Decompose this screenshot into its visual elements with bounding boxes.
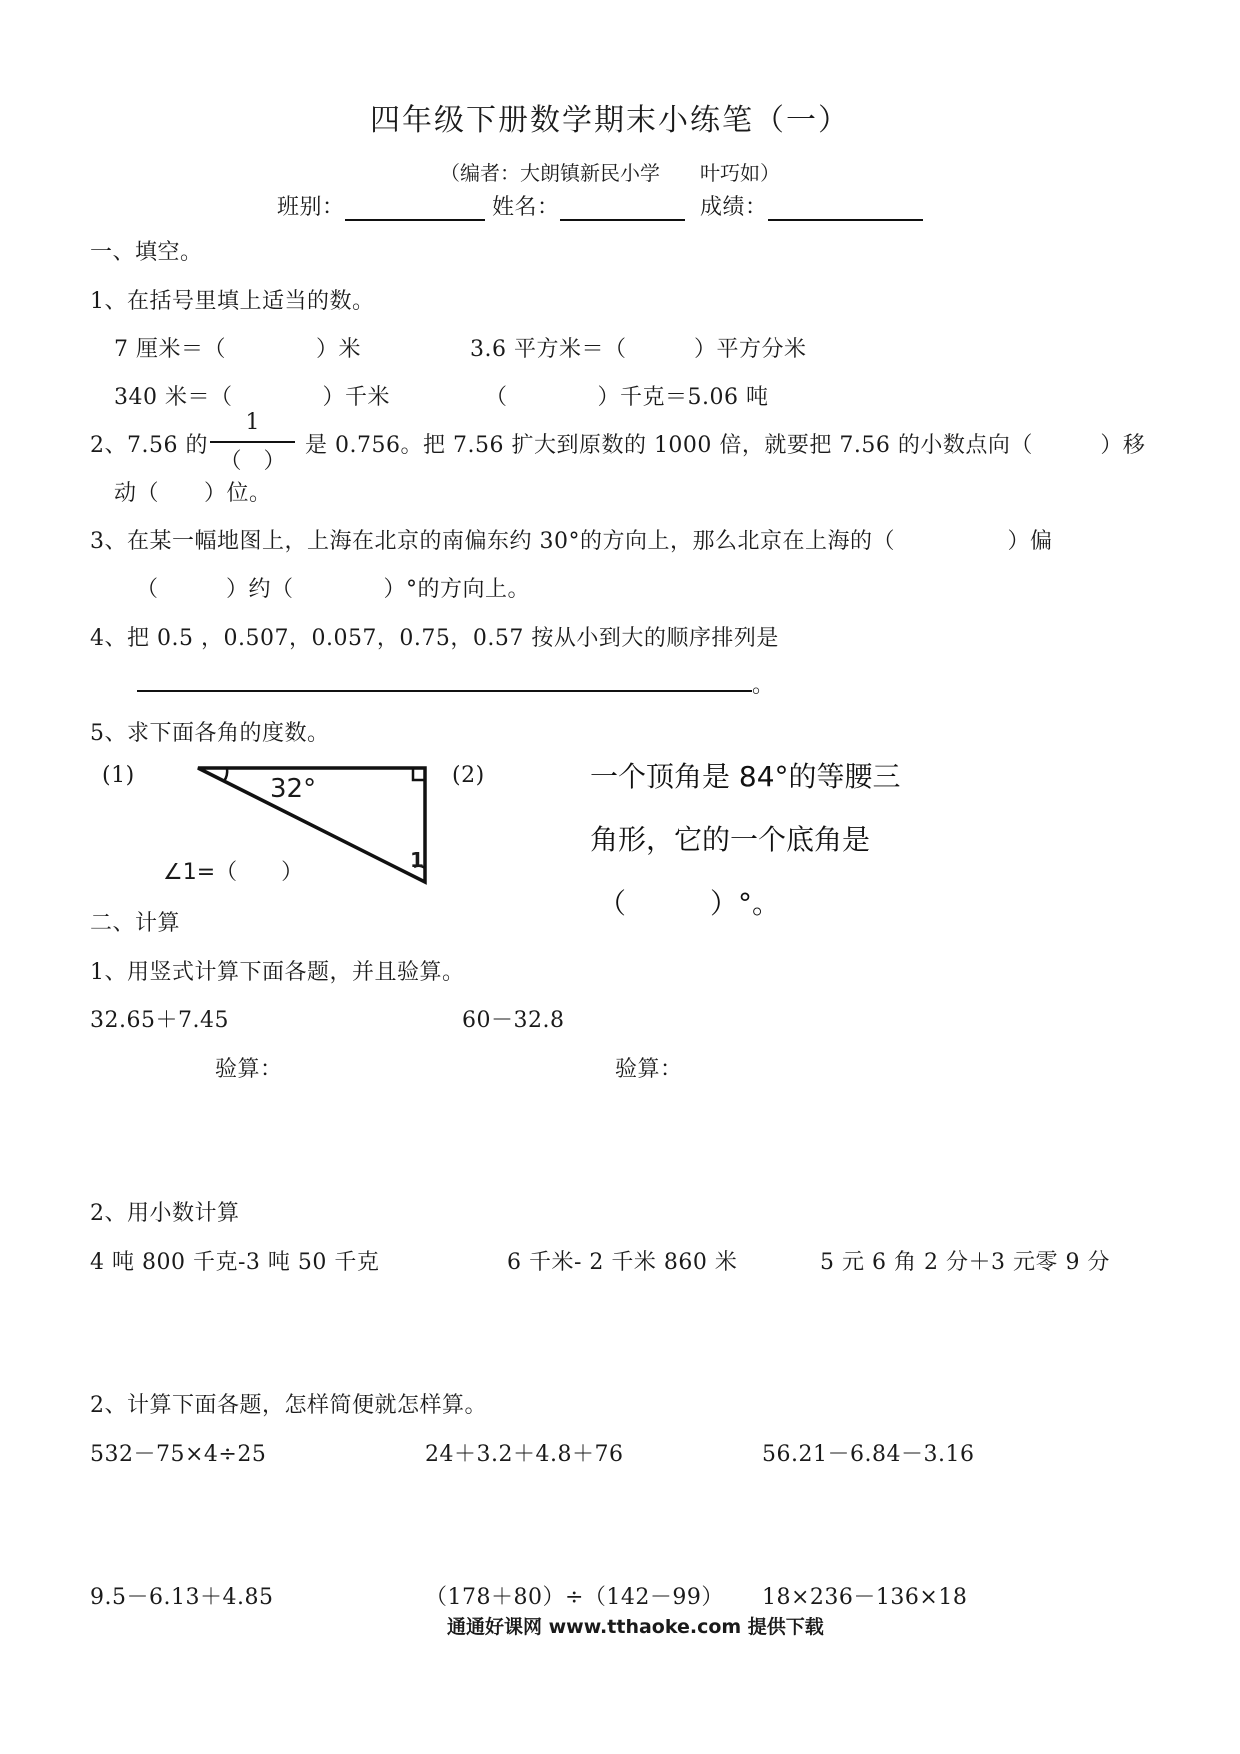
q4-text: 4、把 0.5 ，0.507，0.057，0.75，0.57 按从小到大的顺序排列是 [90, 626, 779, 651]
q1-item-c: 340 米＝（ ）千米 [114, 385, 390, 410]
unit-calc-1: 4 吨 800 千克-3 吨 50 千克 [90, 1250, 380, 1275]
q2-fraction [210, 408, 295, 474]
q1-item-a: 7 厘米＝（ ）米 [114, 337, 361, 362]
calc-expr-1: 32.65＋7.45 [90, 1008, 229, 1033]
simplify-expr-4: 9.5－6.13＋4.85 [90, 1585, 274, 1610]
class-label: 班别： [277, 195, 345, 220]
q4-answer-line[interactable] [137, 690, 752, 692]
score-blank[interactable] [768, 197, 923, 221]
name-label: 姓名： [492, 195, 560, 220]
simplify-expr-1: 532－75×4÷25 [90, 1442, 267, 1467]
q1-item-d: （ ）千克＝5.06 吨 [485, 385, 769, 410]
fraction-bar [210, 441, 295, 443]
unit-calc-2: 6 千米- 2 千米 860 米 [507, 1250, 738, 1275]
name-blank[interactable] [560, 197, 685, 221]
page-title: 四年级下册数学期末小练笔（一） [370, 103, 850, 138]
angle-arc-32 [224, 768, 227, 781]
q1-item-b: 3.6 平方米＝（ ）平方分米 [470, 337, 807, 362]
calc-q2-text: 2、用小数计算 [90, 1201, 240, 1226]
isosceles-line1: 一个顶角是 84°的等腰三 [590, 760, 901, 793]
angle1-answer: ∠1=（ ） [163, 860, 304, 885]
q3-line2: （ ）约（ ）°的方向上。 [136, 577, 531, 602]
q4-end: 。 [752, 673, 775, 698]
right-angle-mark [413, 768, 425, 780]
check-label-1: 验算： [215, 1057, 283, 1082]
isosceles-line3: （ ）°。 [598, 887, 781, 920]
part1-heading: 一、填空。 [90, 240, 203, 265]
calc-expr-2: 60－32.8 [462, 1008, 565, 1033]
unit-calc-3: 5 元 6 角 2 分＋3 元零 9 分 [820, 1250, 1110, 1275]
q5-sub1-label: (1) [102, 763, 135, 788]
q5-text: 5、求下面各角的度数。 [90, 721, 330, 746]
q5-sub2-label: (2) [452, 763, 485, 788]
score-label: 成绩： [700, 195, 768, 220]
simplify-expr-5: （178＋80）÷（142－99） [425, 1585, 724, 1610]
student-info-row [277, 190, 923, 221]
angle-32-label: 32° [270, 774, 317, 804]
simplify-expr-6: 18×236－136×18 [762, 1585, 968, 1610]
simplify-expr-3: 56.21－6.84－3.16 [762, 1442, 975, 1467]
check-label-2: 验算： [615, 1057, 683, 1082]
fraction-numerator: 1 [245, 410, 260, 435]
part2-heading: 二、计算 [90, 911, 181, 936]
calc-q1-text: 1、用竖式计算下面各题，并且验算。 [90, 960, 465, 985]
fraction-denominator: （ ） [219, 449, 286, 474]
simplify-expr-2: 24＋3.2＋4.8＋76 [425, 1442, 624, 1467]
q2-line2: 动（ ）位。 [114, 481, 272, 506]
q1-text: 1、在括号里填上适当的数。 [90, 289, 375, 314]
author-line: （编者：大朗镇新民小学 叶巧如） [440, 161, 780, 185]
q2-suffix: 是 0.756。把 7.56 扩大到原数的 1000 倍，就要把 7.56 的小数点向（ ）移 [305, 433, 1146, 458]
q3-line1: 3、在某一幅地图上，上海在北京的南偏东约 30°的方向上，那么北京在上海的（ ）偏 [90, 529, 1053, 554]
class-blank[interactable] [345, 197, 485, 221]
footer-credit: 通通好课网 www.tthaoke.com 提供下载 [447, 1616, 824, 1638]
angle-1-label: 1 [410, 848, 424, 872]
isosceles-line2: 角形，它的一个底角是 [590, 823, 871, 856]
calc-q3-text: 2、计算下面各题，怎样简便就怎样算。 [90, 1393, 487, 1418]
q2-prefix: 2、7.56 的 [90, 433, 208, 458]
